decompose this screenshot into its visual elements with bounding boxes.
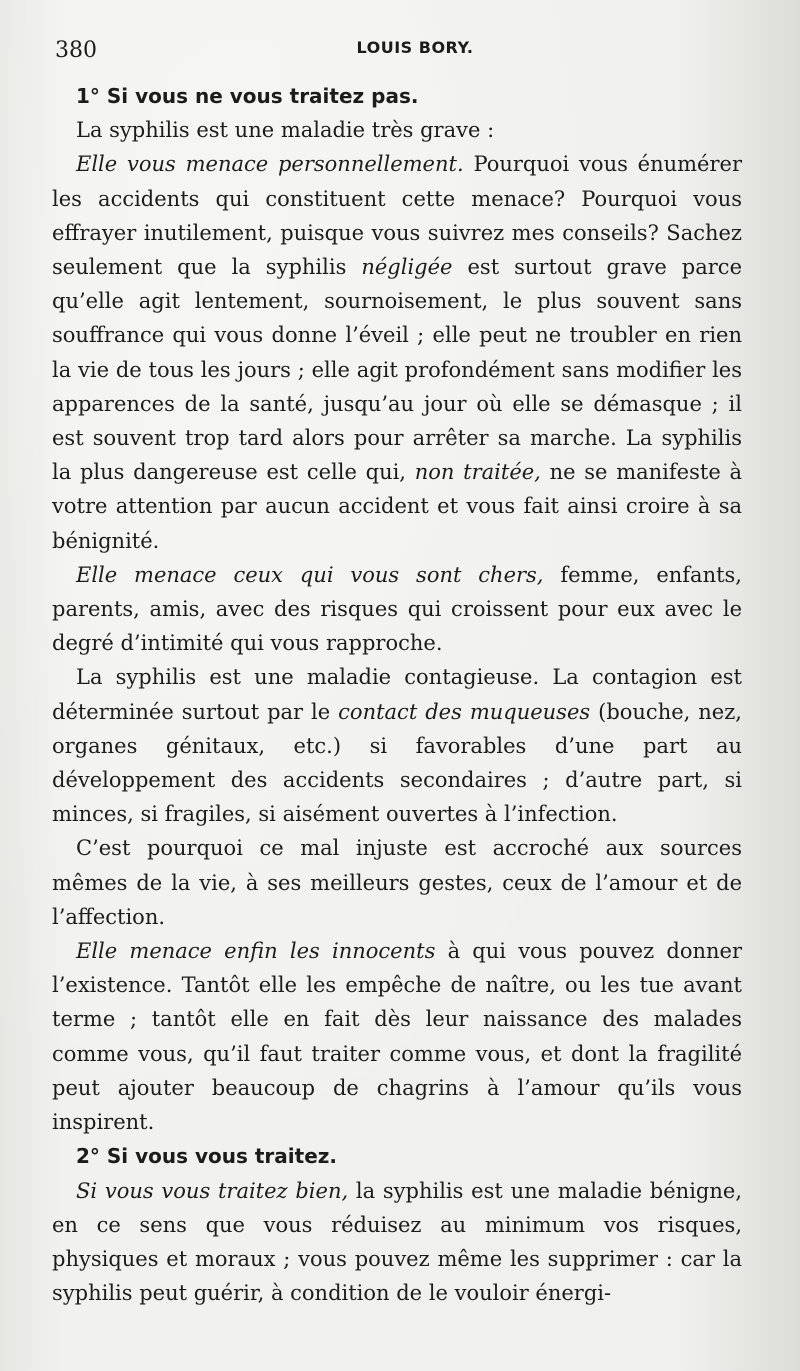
running-head: LOUIS BORY.	[356, 38, 474, 57]
paragraph: Elle menace enfin les innocents à qui vous pouvez donner l’existence. Tantôt elle les empêche de naître, ou les tue avant terme ; tantôt elle en fait dès leur naissance des malades comme vous, qu’il faut traiter comme vous, et dont la fragilité peut ajouter beaucoup de chagrins à l’amour qu’ils vous inspirent.	[52, 939, 742, 1135]
paragraph: Si vous vous traitez bien, la syphilis est une maladie bénigne, en ce sens que vous réduisez au minimum vos risques, physiques et moraux ; vous pouvez même les supprimer : car la syphilis peut guérir, à condition de le vouloir énergi-	[52, 1178, 742, 1306]
paragraph: La syphilis est une maladie très grave :	[76, 118, 495, 143]
paragraph: La syphilis est une maladie contagieuse. La contagion est déterminée surtout par le contact des muqueuses (bouche, nez, organes génitaux, etc.) si favorables d’une part au développement des accidents secondaires ; d’autre part, si minces, si fragiles, si aisément ouvertes à l’infection.	[52, 665, 742, 827]
page-header	[55, 36, 745, 70]
section-heading-1: 1° Si vous ne vous traitez pas.	[76, 84, 419, 108]
paragraph: C’est pourquoi ce mal injuste est accroché aux sources mêmes de la vie, à ses meilleurs gestes, ceux de l’amour et de l’affection.	[52, 836, 742, 929]
body-text	[52, 79, 742, 1310]
paragraph: Elle menace ceux qui vous sont chers, femme, enfants, parents, amis, avec des risques qui croissent pour eux avec le degré d’intimité qui vous rapproche.	[52, 562, 742, 656]
paragraph: Elle vous menace personnellement. Pourquoi vous énumérer les accidents qui constituent cette menace? Pourquoi vous effrayer inutilement, puisque vous suivrez mes conseils? Sachez seulement que la syphilis négligée est surtout grave parce qu’elle agit lentement, sournoisement, le plus souvent sans souffrance qui vous donne l’éveil ; elle peut ne troubler en rien la vie de tous les jours ; elle agit profondément sans modifier les apparences de la santé, jusqu’au jour où elle se démasque ; il est souvent trop tard alors pour arrêter sa marche. La syphilis la plus dangereuse est celle qui, non traitée, ne se manifeste à votre attention par aucun accident et vous fait ainsi croire à sa bénignité.	[52, 152, 743, 553]
page-number: 380	[55, 38, 97, 63]
section-heading-2: 2° Si vous vous traitez.	[76, 1144, 338, 1169]
